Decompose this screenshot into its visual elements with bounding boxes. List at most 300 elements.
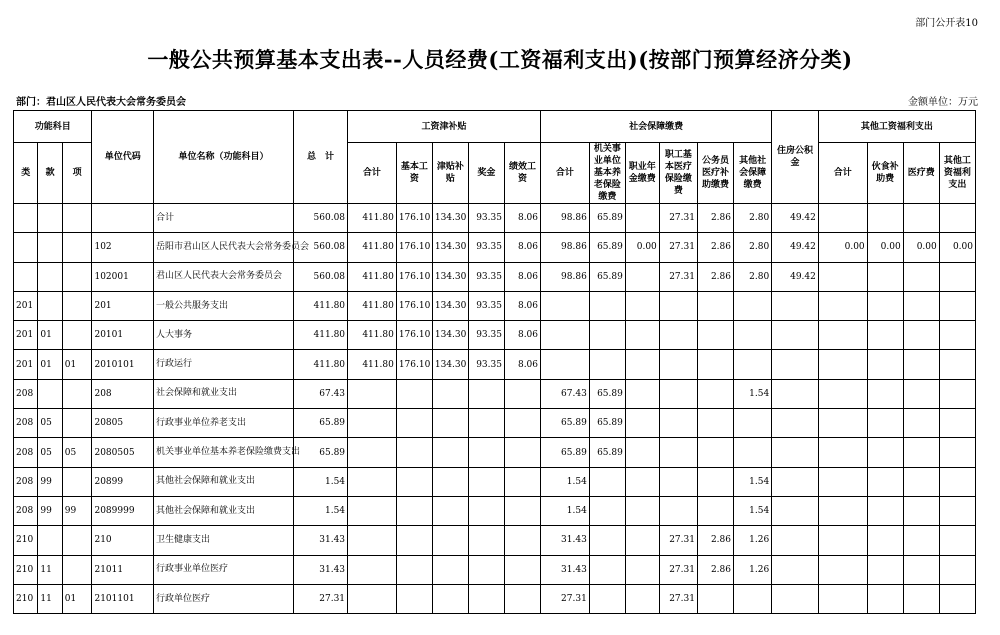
cell-xiang: 01 [62, 350, 92, 379]
table-row [14, 409, 976, 438]
cell-unit-name: 其他社会保障和就业支出 [153, 496, 293, 525]
table-row [14, 526, 976, 555]
cell-other-welfare [939, 409, 975, 438]
cell-wage-total [348, 555, 397, 584]
cell-social-annuity [625, 204, 659, 233]
cell-social-total: 67.43 [541, 379, 590, 408]
cell-other-total [818, 379, 867, 408]
cell-social-civil-medical: 2.86 [697, 233, 733, 262]
cell-wage-basic [396, 409, 432, 438]
cell-total: 411.80 [293, 321, 347, 350]
cell-social-other [734, 350, 772, 379]
cell-xiang [62, 321, 92, 350]
cell-wage-performance: 8.06 [504, 291, 540, 320]
cell-wage-bonus [468, 379, 504, 408]
cell-social-annuity [625, 496, 659, 525]
cell-other-meal [867, 496, 903, 525]
cell-wage-bonus [468, 467, 504, 496]
cell-total: 31.43 [293, 555, 347, 584]
cell-other-total: 0.00 [818, 233, 867, 262]
cell-wage-performance [504, 409, 540, 438]
cell-kuan [38, 379, 62, 408]
cell-lei: 201 [14, 291, 38, 320]
table-row [14, 204, 976, 233]
cell-wage-bonus: 93.35 [468, 262, 504, 291]
cell-social-annuity [625, 438, 659, 467]
cell-wage-total [348, 438, 397, 467]
cell-housing: 49.42 [772, 262, 819, 291]
cell-other-welfare: 0.00 [939, 233, 975, 262]
cell-kuan: 11 [38, 584, 62, 613]
cell-social-pension: 65.89 [589, 379, 625, 408]
cell-other-welfare [939, 496, 975, 525]
cell-wage-total: 411.80 [348, 350, 397, 379]
cell-unit-code: 210 [92, 526, 154, 555]
col-wage-performance: 绩效工资 [504, 143, 540, 204]
form-number: 部门公开表10 [915, 18, 978, 29]
cell-wage-basic [396, 584, 432, 613]
cell-other-meal [867, 262, 903, 291]
cell-other-medical [903, 350, 939, 379]
cell-social-total [541, 291, 590, 320]
cell-social-pension [589, 291, 625, 320]
amount-unit-label: 金额单位：万元 [908, 97, 978, 108]
col-other-group: 其他工资福利支出 [818, 111, 975, 143]
cell-social-total: 65.89 [541, 438, 590, 467]
cell-social-annuity: 0.00 [625, 233, 659, 262]
cell-total: 411.80 [293, 291, 347, 320]
cell-other-total [818, 204, 867, 233]
cell-xiang: 01 [62, 584, 92, 613]
cell-lei: 208 [14, 438, 38, 467]
cell-social-medical [659, 350, 697, 379]
cell-social-pension: 65.89 [589, 233, 625, 262]
cell-wage-total [348, 496, 397, 525]
cell-wage-allowance: 134.30 [432, 321, 468, 350]
cell-wage-allowance [432, 584, 468, 613]
cell-social-other [734, 438, 772, 467]
cell-wage-bonus [468, 584, 504, 613]
cell-unit-name: 其他社会保障和就业支出 [153, 467, 293, 496]
cell-social-medical: 27.31 [659, 233, 697, 262]
cell-social-civil-medical [697, 379, 733, 408]
cell-lei: 201 [14, 321, 38, 350]
cell-wage-allowance [432, 438, 468, 467]
cell-wage-basic [396, 379, 432, 408]
cell-wage-allowance [432, 409, 468, 438]
cell-wage-allowance: 134.30 [432, 291, 468, 320]
cell-lei: 210 [14, 584, 38, 613]
cell-other-meal [867, 379, 903, 408]
cell-social-other: 1.54 [734, 467, 772, 496]
cell-unit-name: 一般公共服务支出 [153, 291, 293, 320]
cell-wage-performance [504, 555, 540, 584]
cell-wage-allowance [432, 555, 468, 584]
cell-other-total [818, 438, 867, 467]
cell-xiang [62, 555, 92, 584]
cell-other-medical [903, 555, 939, 584]
table-row [14, 555, 976, 584]
table-row [14, 584, 976, 613]
cell-social-pension [589, 584, 625, 613]
cell-xiang [62, 467, 92, 496]
cell-unit-name: 行政单位医疗 [153, 584, 293, 613]
cell-wage-total: 411.80 [348, 233, 397, 262]
col-social-other: 其他社会保障缴费 [734, 143, 772, 204]
cell-housing [772, 467, 819, 496]
cell-social-annuity [625, 350, 659, 379]
table-row [14, 438, 976, 467]
cell-other-meal [867, 555, 903, 584]
cell-wage-total [348, 467, 397, 496]
cell-other-meal [867, 350, 903, 379]
cell-other-meal [867, 584, 903, 613]
cell-social-pension: 65.89 [589, 409, 625, 438]
cell-housing [772, 438, 819, 467]
cell-social-annuity [625, 584, 659, 613]
cell-other-medical [903, 321, 939, 350]
cell-kuan [38, 291, 62, 320]
cell-wage-bonus: 93.35 [468, 291, 504, 320]
col-other-medical: 医疗费 [903, 143, 939, 204]
header-row-1 [14, 111, 976, 143]
cell-social-total: 27.31 [541, 584, 590, 613]
col-other-meal: 伙食补助费 [867, 143, 903, 204]
cell-lei: 210 [14, 526, 38, 555]
cell-social-annuity [625, 555, 659, 584]
cell-social-other: 2.80 [734, 262, 772, 291]
col-unit-code: 单位代码 [92, 111, 154, 204]
cell-social-civil-medical: 2.86 [697, 526, 733, 555]
cell-wage-basic [396, 496, 432, 525]
cell-social-other: 1.54 [734, 496, 772, 525]
col-social-total: 合计 [541, 143, 590, 204]
cell-other-welfare [939, 350, 975, 379]
cell-wage-bonus: 93.35 [468, 321, 504, 350]
cell-social-other: 1.26 [734, 526, 772, 555]
cell-social-annuity [625, 379, 659, 408]
cell-social-total: 1.54 [541, 496, 590, 525]
cell-unit-name: 岳阳市君山区人民代表大会常务委员会 [153, 233, 293, 262]
cell-unit-code [92, 204, 154, 233]
cell-wage-basic: 176.10 [396, 233, 432, 262]
cell-social-pension: 65.89 [589, 204, 625, 233]
col-total: 总 计 [293, 111, 347, 204]
cell-other-meal [867, 321, 903, 350]
col-func-subject: 功能科目 [14, 111, 92, 143]
col-kuan: 款 [38, 143, 62, 204]
cell-wage-performance [504, 467, 540, 496]
cell-wage-allowance [432, 526, 468, 555]
table-row [14, 379, 976, 408]
cell-social-other [734, 409, 772, 438]
cell-housing [772, 526, 819, 555]
cell-lei: 208 [14, 379, 38, 408]
cell-other-medical [903, 584, 939, 613]
cell-other-meal: 0.00 [867, 233, 903, 262]
cell-xiang: 05 [62, 438, 92, 467]
table-row [14, 496, 976, 525]
cell-social-annuity [625, 291, 659, 320]
cell-unit-code: 208 [92, 379, 154, 408]
cell-lei: 210 [14, 555, 38, 584]
cell-wage-allowance: 134.30 [432, 350, 468, 379]
cell-other-medical [903, 262, 939, 291]
cell-other-medical [903, 526, 939, 555]
cell-housing [772, 350, 819, 379]
cell-lei: 208 [14, 409, 38, 438]
cell-wage-total: 411.80 [348, 291, 397, 320]
cell-kuan: 01 [38, 321, 62, 350]
cell-wage-performance [504, 438, 540, 467]
cell-wage-bonus [468, 555, 504, 584]
cell-social-pension [589, 321, 625, 350]
cell-wage-allowance: 134.30 [432, 233, 468, 262]
cell-wage-total: 411.80 [348, 204, 397, 233]
cell-social-total: 98.86 [541, 262, 590, 291]
cell-other-total [818, 321, 867, 350]
col-wage-basic: 基本工资 [396, 143, 432, 204]
cell-xiang: 99 [62, 496, 92, 525]
cell-other-total [818, 467, 867, 496]
cell-social-medical [659, 467, 697, 496]
cell-total: 411.80 [293, 350, 347, 379]
cell-social-other [734, 584, 772, 613]
col-wage-group: 工资津补贴 [348, 111, 541, 143]
cell-other-total [818, 584, 867, 613]
cell-other-welfare [939, 555, 975, 584]
cell-unit-name: 人大事务 [153, 321, 293, 350]
cell-social-other [734, 291, 772, 320]
cell-wage-bonus [468, 496, 504, 525]
cell-housing [772, 291, 819, 320]
cell-wage-basic [396, 555, 432, 584]
cell-social-civil-medical [697, 467, 733, 496]
cell-social-other: 1.26 [734, 555, 772, 584]
cell-total: 1.54 [293, 467, 347, 496]
cell-wage-bonus [468, 438, 504, 467]
cell-lei [14, 262, 38, 291]
cell-social-annuity [625, 321, 659, 350]
cell-social-medical [659, 321, 697, 350]
cell-housing [772, 496, 819, 525]
cell-other-total [818, 291, 867, 320]
cell-total: 67.43 [293, 379, 347, 408]
cell-other-meal [867, 438, 903, 467]
col-other-total: 合计 [818, 143, 867, 204]
cell-other-total [818, 350, 867, 379]
cell-other-meal [867, 526, 903, 555]
cell-social-civil-medical: 2.86 [697, 262, 733, 291]
cell-total: 560.08 [293, 233, 347, 262]
cell-social-medical [659, 409, 697, 438]
cell-other-medical [903, 496, 939, 525]
cell-housing [772, 584, 819, 613]
cell-wage-allowance [432, 379, 468, 408]
cell-total: 65.89 [293, 438, 347, 467]
cell-wage-total [348, 584, 397, 613]
cell-social-medical [659, 291, 697, 320]
cell-social-medical [659, 496, 697, 525]
cell-unit-name: 行政事业单位医疗 [153, 555, 293, 584]
table-row [14, 321, 976, 350]
cell-other-welfare [939, 291, 975, 320]
cell-social-pension [589, 526, 625, 555]
cell-social-medical: 27.31 [659, 555, 697, 584]
cell-housing [772, 555, 819, 584]
cell-unit-name: 卫生健康支出 [153, 526, 293, 555]
cell-unit-name: 君山区人民代表大会常务委员会 [153, 262, 293, 291]
cell-wage-basic: 176.10 [396, 291, 432, 320]
cell-social-civil-medical [697, 496, 733, 525]
cell-social-total [541, 350, 590, 379]
cell-other-welfare [939, 526, 975, 555]
department-label: 部门：君山区人民代表大会常务委员会 [16, 97, 186, 108]
cell-social-medical [659, 379, 697, 408]
cell-social-total [541, 321, 590, 350]
cell-housing: 49.42 [772, 204, 819, 233]
col-xiang: 项 [62, 143, 92, 204]
cell-lei [14, 204, 38, 233]
cell-housing [772, 409, 819, 438]
cell-social-total: 1.54 [541, 467, 590, 496]
budget-table [13, 110, 976, 614]
cell-social-total: 65.89 [541, 409, 590, 438]
cell-kuan [38, 233, 62, 262]
cell-other-welfare [939, 379, 975, 408]
cell-social-civil-medical: 2.86 [697, 204, 733, 233]
cell-lei: 201 [14, 350, 38, 379]
cell-unit-code: 2010101 [92, 350, 154, 379]
cell-wage-bonus [468, 526, 504, 555]
cell-social-civil-medical [697, 438, 733, 467]
col-wage-total: 合计 [348, 143, 397, 204]
cell-other-meal [867, 291, 903, 320]
cell-social-total: 31.43 [541, 555, 590, 584]
cell-total: 560.08 [293, 262, 347, 291]
cell-wage-total [348, 526, 397, 555]
cell-wage-basic: 176.10 [396, 262, 432, 291]
cell-social-civil-medical [697, 321, 733, 350]
cell-unit-name: 社会保障和就业支出 [153, 379, 293, 408]
cell-wage-basic: 176.10 [396, 321, 432, 350]
cell-social-other: 2.80 [734, 233, 772, 262]
cell-social-total: 98.86 [541, 204, 590, 233]
cell-social-total: 98.86 [541, 233, 590, 262]
cell-wage-total: 411.80 [348, 321, 397, 350]
cell-wage-allowance [432, 496, 468, 525]
cell-other-total [818, 262, 867, 291]
cell-other-total [818, 409, 867, 438]
cell-other-welfare [939, 467, 975, 496]
col-lei: 类 [14, 143, 38, 204]
cell-lei [14, 233, 38, 262]
cell-wage-performance: 8.06 [504, 233, 540, 262]
col-social-annuity: 职业年金缴费 [625, 143, 659, 204]
cell-wage-basic [396, 526, 432, 555]
cell-other-medical: 0.00 [903, 233, 939, 262]
cell-social-pension [589, 496, 625, 525]
col-other-welfare: 其他工资福利支出 [939, 143, 975, 204]
cell-xiang [62, 526, 92, 555]
cell-unit-code: 20805 [92, 409, 154, 438]
cell-wage-performance: 8.06 [504, 350, 540, 379]
col-housing: 住房公积金 [772, 111, 819, 204]
col-social-pension: 机关事业单位基本养老保险缴费 [589, 143, 625, 204]
cell-total: 27.31 [293, 584, 347, 613]
cell-other-total [818, 555, 867, 584]
cell-other-medical [903, 379, 939, 408]
table-row [14, 467, 976, 496]
cell-wage-bonus: 93.35 [468, 233, 504, 262]
cell-wage-allowance [432, 467, 468, 496]
cell-other-meal [867, 204, 903, 233]
cell-other-meal [867, 467, 903, 496]
cell-wage-bonus [468, 409, 504, 438]
cell-other-total [818, 496, 867, 525]
cell-social-annuity [625, 526, 659, 555]
table-row [14, 291, 976, 320]
cell-other-medical [903, 204, 939, 233]
cell-other-welfare [939, 438, 975, 467]
cell-other-medical [903, 438, 939, 467]
cell-wage-total [348, 379, 397, 408]
cell-unit-code: 102 [92, 233, 154, 262]
cell-social-annuity [625, 409, 659, 438]
cell-wage-total [348, 409, 397, 438]
cell-kuan [38, 262, 62, 291]
cell-total: 65.89 [293, 409, 347, 438]
cell-wage-performance: 8.06 [504, 321, 540, 350]
cell-social-medical: 27.31 [659, 204, 697, 233]
cell-kuan: 11 [38, 555, 62, 584]
col-social-medical: 职工基本医疗保险缴费 [659, 143, 697, 204]
cell-other-medical [903, 291, 939, 320]
cell-wage-basic: 176.10 [396, 350, 432, 379]
cell-xiang [62, 262, 92, 291]
cell-wage-bonus: 93.35 [468, 350, 504, 379]
cell-xiang [62, 409, 92, 438]
cell-other-welfare [939, 262, 975, 291]
page-title: 一般公共预算基本支出表--人员经费(工资福利支出)(按部门预算经济分类) [147, 47, 853, 72]
cell-unit-name: 行政事业单位养老支出 [153, 409, 293, 438]
cell-wage-performance [504, 496, 540, 525]
cell-wage-basic [396, 467, 432, 496]
cell-unit-code: 20101 [92, 321, 154, 350]
cell-social-other: 2.80 [734, 204, 772, 233]
cell-other-welfare [939, 204, 975, 233]
cell-kuan: 05 [38, 409, 62, 438]
cell-unit-code: 2101101 [92, 584, 154, 613]
col-wage-bonus: 奖金 [468, 143, 504, 204]
cell-housing [772, 321, 819, 350]
cell-social-annuity [625, 262, 659, 291]
cell-social-medical: 27.31 [659, 262, 697, 291]
cell-kuan: 05 [38, 438, 62, 467]
cell-housing: 49.42 [772, 233, 819, 262]
cell-wage-performance: 8.06 [504, 262, 540, 291]
cell-social-civil-medical [697, 291, 733, 320]
cell-wage-basic: 176.10 [396, 204, 432, 233]
cell-social-civil-medical [697, 350, 733, 379]
col-social-civil-medical: 公务员医疗补助缴费 [697, 143, 733, 204]
cell-other-welfare [939, 321, 975, 350]
cell-social-medical: 27.31 [659, 584, 697, 613]
table-row [14, 350, 976, 379]
cell-wage-allowance: 134.30 [432, 204, 468, 233]
cell-kuan: 99 [38, 496, 62, 525]
cell-wage-performance: 8.06 [504, 204, 540, 233]
